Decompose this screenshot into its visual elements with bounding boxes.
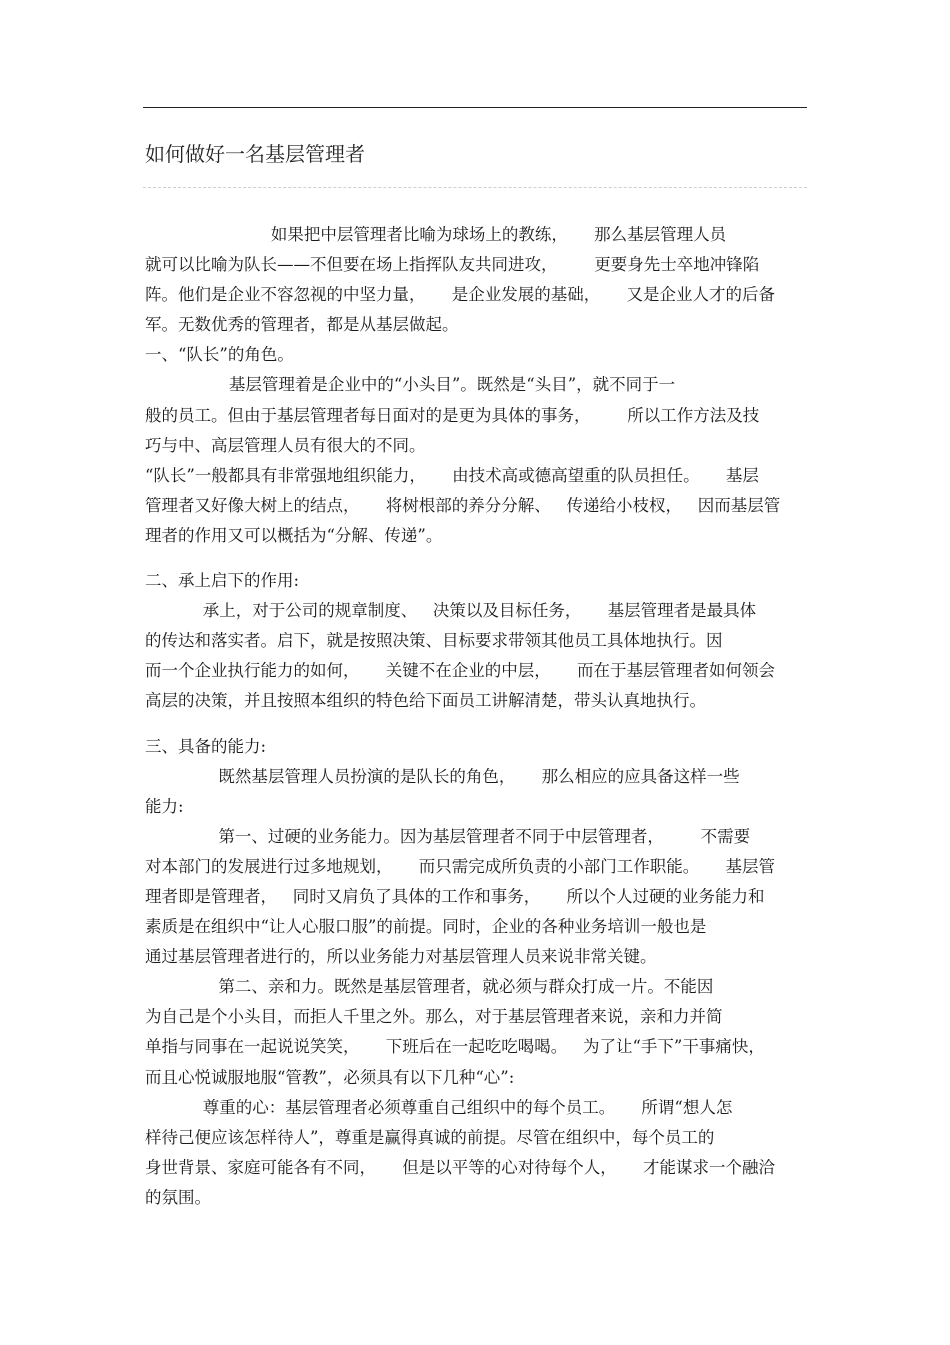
blank-line [145, 717, 810, 732]
text-line: “队长”一般都具有非常强地组织能力， 由技术高或德高望重的队员担任。 基层 [145, 465, 759, 485]
text-line: 身世背景、家庭可能各有不同， 但是以平等的心对待每个人， 才能谋求一个融洽 [145, 1157, 775, 1177]
text-line: 军。无数优秀的管理者，都是从基层做起。 [145, 315, 459, 335]
text-line: 三、具备的能力: [145, 736, 267, 756]
text-line: 阵。他们是企业不容忽视的中坚力量， 是企业发展的基础， 又是企业人才的后备 [145, 285, 775, 305]
text-line: 理者即是管理者， 同时又肩负了具体的工作和事务， 所以个人过硬的业务能力和 [145, 886, 765, 906]
blank-line [145, 551, 810, 566]
text-line: 既然基层管理人员扮演的是队长的角色， 那么相应的应具备这样一些 [145, 766, 740, 786]
text-line: 般的员工。但由于基层管理者每日面对的是更为具体的事务， 所以工作方法及技 [145, 405, 760, 425]
text-line: 基层管理着是企业中的“小头目”。既然是“头目”，就不同于一 [145, 375, 676, 395]
text-line: 通过基层管理者进行的，所以业务能力对基层管理人员来说非常关键。 [145, 947, 657, 967]
text-line: 而一个企业执行能力的如何， 关键不在企业的中层， 而在于基层管理者如何领会 [145, 661, 775, 681]
text-line: 单指与同事在一起说说笑笑， 下班后在一起吃吃喝喝。 为了让“手下”干事痛快， [145, 1037, 765, 1057]
text-line: 管理者又好像大树上的结点， 将树根部的养分分解、 传递给小枝杈， 因而基层管 [145, 495, 781, 515]
text-line: 承上，对于公司的规章制度、 决策以及目标任务， 基层管理者是最具体 [145, 601, 757, 621]
header-rule [143, 107, 807, 108]
text-line: 高层的决策，并且按照本组织的特色给下面员工讲解清楚，带头认真地执行。 [145, 691, 706, 711]
text-line: 就可以比喻为队长——不但要在场上指挥队友共同进攻， 更要身先士卒地冲锋陷 [145, 255, 760, 275]
text-line: 而且心悦诚服地服“管教”，必须具有以下几种“心”: [145, 1067, 515, 1087]
text-line: 如果把中层管理者比喻为球场上的教练， 那么基层管理人员 [145, 225, 727, 244]
title-divider [143, 187, 807, 188]
text-line: 的传达和落实者。启下，就是按照决策、目标要求带领其他员工具体地执行。因 [145, 631, 723, 651]
text-line: 能力: [145, 796, 184, 816]
text-line: 对本部门的发展进行过多地规划， 而只需完成所负责的小部门工作职能。 基层管 [145, 856, 775, 876]
text-line: 尊重的心：基层管理者必须尊重自己组织中的每个员工。 所谓“想人怎 [145, 1097, 733, 1117]
text-line: 二、承上启下的作用: [145, 571, 300, 591]
document-title: 如何做好一名基层管理者 [145, 142, 365, 166]
text-line: 样待己便应该怎样待人”，尊重是赢得真诚的前提。尽管在组织中，每个员工的 [145, 1127, 715, 1147]
text-line: 理者的作用又可以概括为“分解、传递”。 [145, 525, 443, 545]
text-line: 为自己是个小头目，而拒人千里之外。那么，对于基层管理者来说，亲和力并简 [145, 1007, 723, 1027]
text-line: 巧与中、高层管理人员有很大的不同。 [145, 435, 426, 455]
document-body [145, 220, 810, 1213]
text-line: 的氛围。 [145, 1187, 211, 1207]
text-line: 第二、亲和力。既然是基层管理者，就必须与群众打成一片。不能因 [145, 977, 714, 997]
text-line: 素质是在组织中“让人心服口服”的前提。同时，企业的各种业务培训一般也是 [145, 917, 707, 937]
text-line: 一、“队长”的角色。 [145, 345, 294, 365]
text-line: 第一、过硬的业务能力。因为基层管理者不同于中层管理者， 不需要 [145, 826, 751, 846]
